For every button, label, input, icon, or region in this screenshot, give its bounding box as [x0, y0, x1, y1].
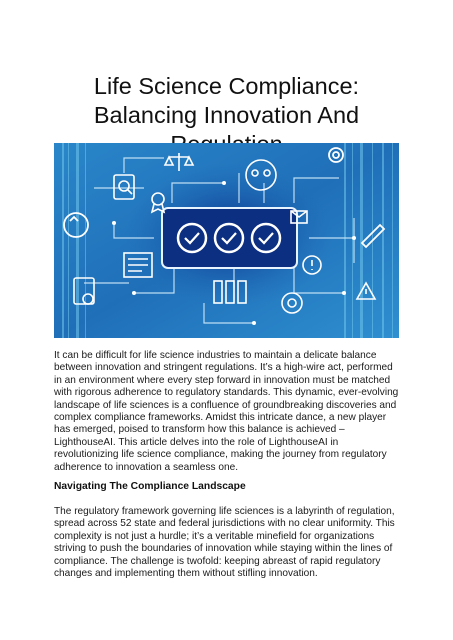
section-paragraph: The regulatory framework governing life sciences is a labyrinth of regulation, spread across 52 state and federal jurisdictions with no clear uniformity. This complexity is not just a hurdle; it’s a veritable minefield for organizations striving to push the boundaries of innovation while staying within the lines of compliance. The challenge is twofold: keeping abreast of rapid regulatory changes and implementing them without stifling innovation. — [54, 506, 395, 580]
document-title: Life Science Compliance: Balancing Innovation And — [93, 72, 360, 128]
hero-image — [54, 143, 399, 338]
intro-paragraph: It can be difficult for life science industries to maintain a delicate balance between innovation and stringent regulations. It’s a high-wire act, performed in an environment where every step forward in innovation must be matched with rigorous adherence to regulatory standards. This dynamic, ever-evolving landscape of life sciences is a confluence of groundbreaking discoveries and complex compliance frameworks. Amidst this intricate dance, a new player has emerged, poised to transform how this balance is achieved – LighthouseAI. This article delves into the role of LighthouseAI in revolutionizing life science compliance, making the journey from regulatory adherence to innovation a seamless one. — [54, 350, 399, 473]
section-heading: Navigating The Compliance Landscape — [54, 481, 246, 492]
